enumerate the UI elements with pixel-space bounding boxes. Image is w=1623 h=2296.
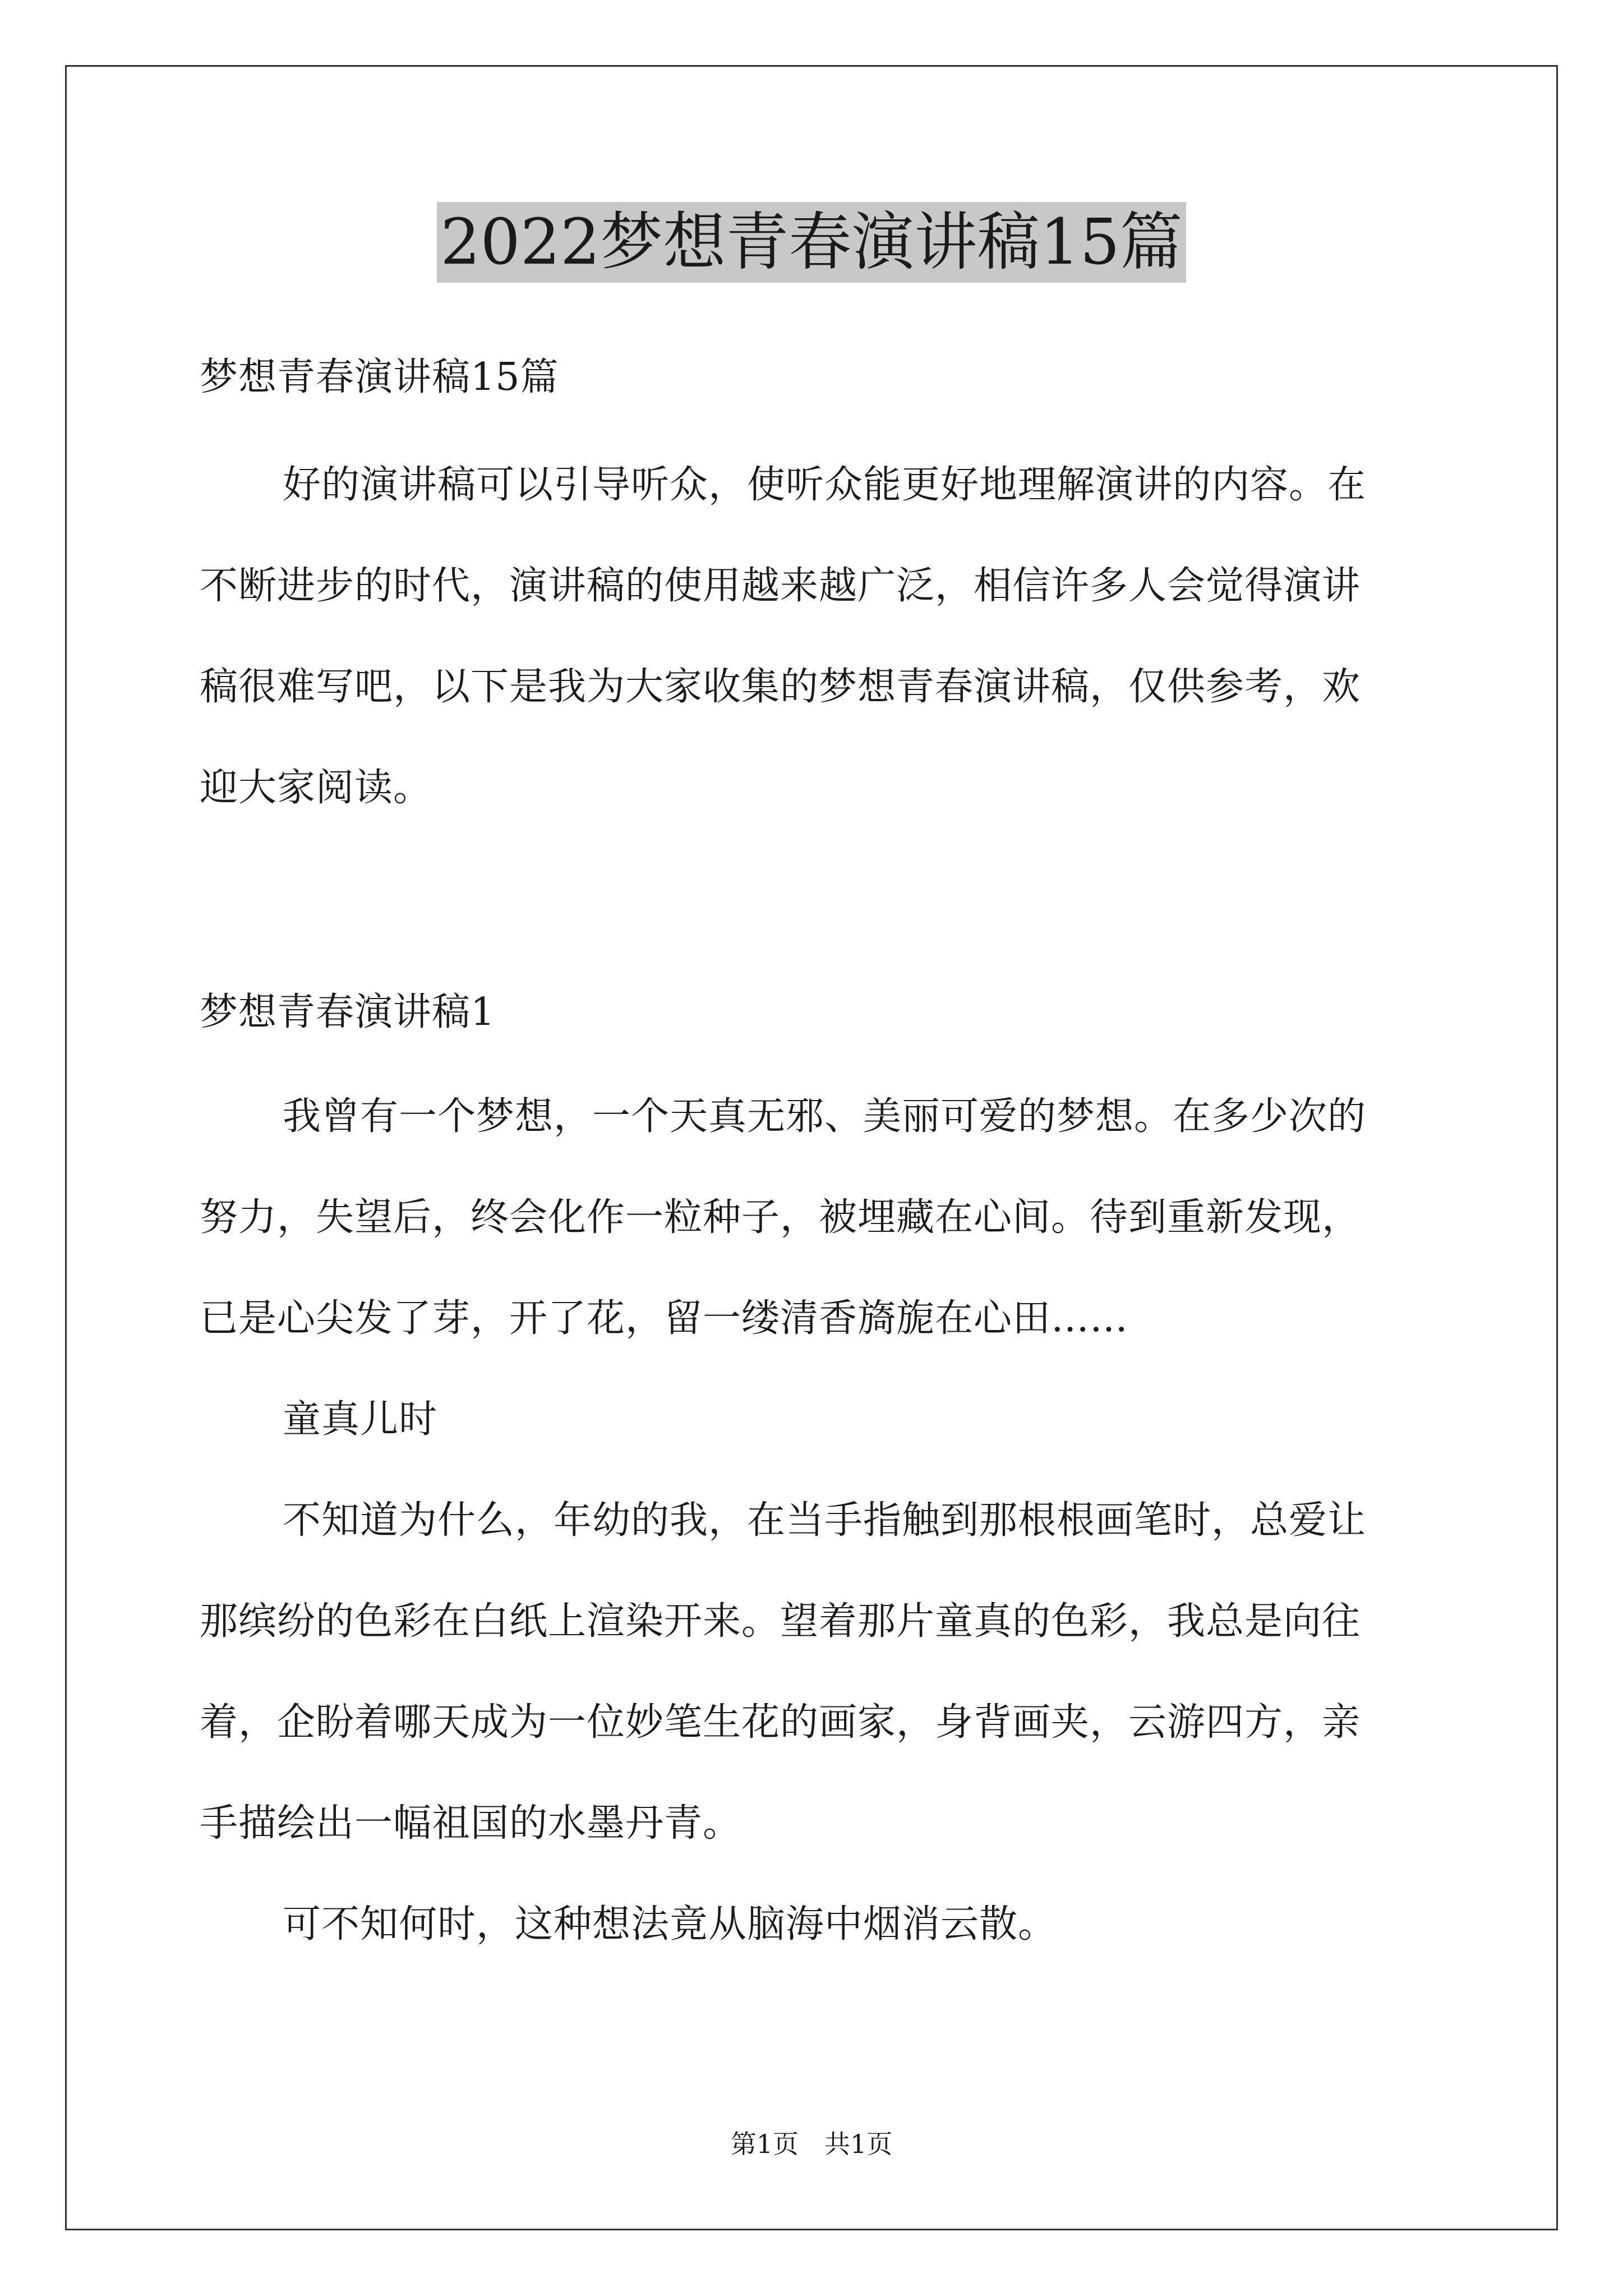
intro-line: 好的演讲稿可以引导听众，使听众能更好地理解演讲的内容。在 [283,463,1367,507]
paragraph-line: 我曾有一个梦想，一个天真无邪、美丽可爱的梦想。在多少次的 [283,1094,1367,1139]
paragraph-line: 努力，失望后，终会化作一粒种子，被埋藏在心间。待到重新发现， [200,1195,1361,1240]
paragraph-line: 手描绘出一幅祖国的水墨丹青。 [200,1801,742,1846]
paragraph-line: 不知道为什么，年幼的我，在当手指触到那根根画笔时，总爱让 [283,1498,1367,1543]
title-container [0,202,1623,283]
intro-line: 稿很难写吧，以下是我为大家收集的梦想青春演讲稿，仅供参考，欢 [200,665,1361,709]
sub-heading: 童真儿时 [283,1397,438,1442]
paragraph-line: 已是心尖发了芽，开了花，留一缕清香旖旎在心田…… [200,1296,1129,1341]
intro-line: 迎大家阅读。 [200,766,432,810]
intro-line: 不断进步的时代，演讲稿的使用越来越广泛，相信许多人会觉得演讲 [200,564,1361,608]
section-heading: 梦想青春演讲稿1 [200,990,496,1034]
paragraph-line: 可不知何时，这种想法竟从脑海中烟消云散。 [283,1902,1057,1947]
paragraph-line: 那缤纷的色彩在白纸上渲染开来。望着那片童真的色彩，我总是向往 [200,1599,1361,1644]
page-footer: 第1页 共1页 [730,2129,893,2159]
subtitle: 梦想青春演讲稿15篇 [200,355,559,399]
paragraph-line: 着，企盼着哪天成为一位妙笔生花的画家，身背画夹，云游四方，亲 [200,1700,1361,1745]
document-title: 2022梦想青春演讲稿15篇 [437,202,1186,283]
